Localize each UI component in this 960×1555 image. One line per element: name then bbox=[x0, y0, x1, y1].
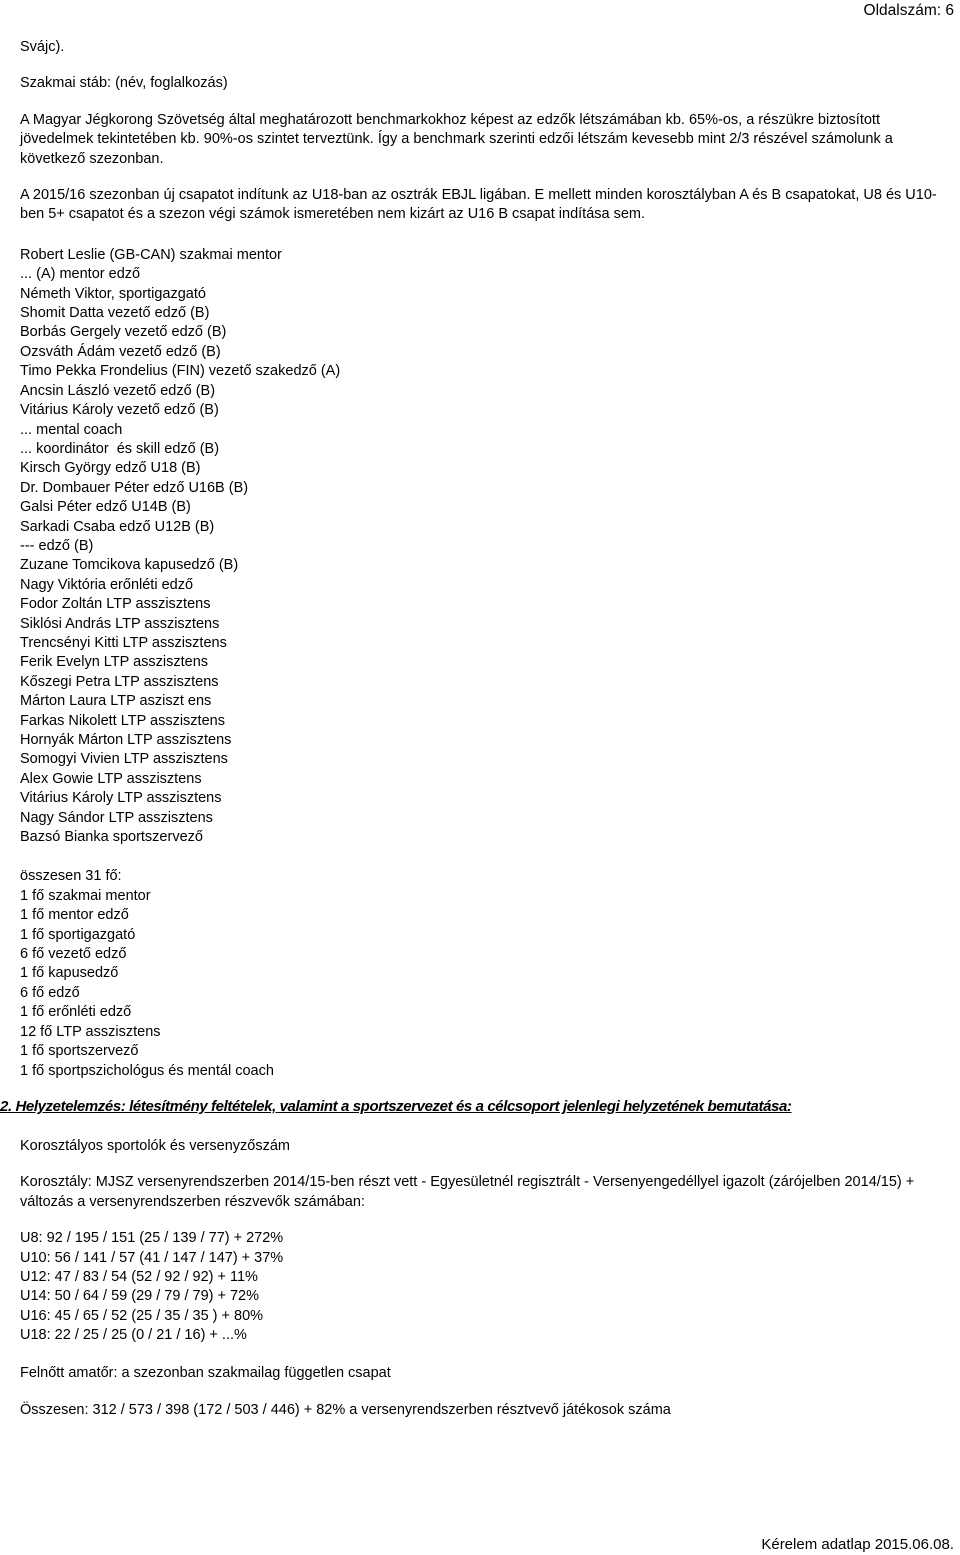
staff-list-item: Nagy Sándor LTP asszisztens bbox=[20, 809, 213, 826]
staff-list-item: Ozsváth Ádám vezető edző (B) bbox=[20, 343, 221, 360]
staff-list-item: Trencsényi Kitti LTP asszisztens bbox=[20, 634, 227, 651]
footer-label: Kérelem adatlap 2015.06.08. bbox=[761, 1536, 954, 1553]
staff-list-item: Hornyák Márton LTP asszisztens bbox=[20, 732, 232, 748]
staff-title: Szakmai stáb: (név, foglalkozás) bbox=[20, 75, 228, 92]
staff-list-item: Farkas Nikolett LTP asszisztens bbox=[20, 712, 225, 729]
staff-list-item: Nagy Viktória erőnléti edző bbox=[20, 576, 194, 593]
staff-list-item: Alex Gowie LTP asszisztens bbox=[20, 770, 202, 787]
age-group-item: U10: 56 / 141 / 57 (41 / 147 / 147) + 37% bbox=[20, 1249, 284, 1266]
summary-list-item: 1 fő sportszervező bbox=[20, 1043, 139, 1060]
staff-list bbox=[20, 246, 950, 848]
summary-list-item: 1 fő mentor edző bbox=[20, 907, 129, 924]
paragraph-benchmark: A Magyar Jégkorong Szövetség által meghatározott benchmarkokhoz képest az edzők létszámában kb. 65%-os, a részükre biztosított jövedelmek tekintetében kb. 90%-os szintet terveztünk. Így a benchmark szerinti edzői létszám kevesebb mint 2/3 részével számolunk a következő szezonban. bbox=[20, 111, 893, 167]
age-group-paragraph: Korosztály: MJSZ versenyrendszerben 2014/15-ben részt vett - Egyesületnél regisztrált - Versenyengedéllyel igazolt (zárójelben 2014/15) + változás a versenyrendszerben részvevők számában: bbox=[20, 1174, 915, 1210]
age-group-title: Korosztályos sportolók és versenyzőszám bbox=[20, 1137, 290, 1154]
staff-list-item: Ferik Evelyn LTP asszisztens bbox=[20, 654, 209, 671]
staff-list-item: Kőszegi Petra LTP asszisztens bbox=[20, 673, 219, 690]
summary-list-item: 6 fő vezető edző bbox=[20, 946, 127, 963]
summary-list-item: 12 fő LTP asszisztens bbox=[20, 1023, 161, 1040]
staff-list-item: Zuzane Tomcikova kapusedző (B) bbox=[20, 557, 239, 574]
adult-amateur: Felnőtt amatőr: a szezonban szakmailag független csapat bbox=[20, 1364, 391, 1381]
summary-list-item: 1 fő sportigazgató bbox=[20, 926, 136, 943]
summary-list-item: 1 fő sportpszichológus és mentál coach bbox=[20, 1062, 274, 1079]
staff-list-item: Somogyi Vivien LTP asszisztens bbox=[20, 751, 228, 768]
paragraph-new-team: A 2015/16 szezonban új csapatot indítunk az U18-ban az osztrák EBJL ligában. E mellett minden korosztályban A és B csapatokat, U8 és U10-ben 5+ csapatot és a szezon végi számok ismeretében nem kizárt az U16 B csapat indítása sem. bbox=[20, 187, 937, 223]
summary-list-item: összesen 31 fő: bbox=[20, 868, 122, 885]
staff-list-item: --- edző (B) bbox=[20, 537, 94, 554]
staff-list-item: Sarkadi Csaba edző U12B (B) bbox=[20, 518, 215, 535]
staff-list-item: Borbás Gergely vezető edző (B) bbox=[20, 324, 227, 341]
summary-list-item: 1 fő szakmai mentor bbox=[20, 887, 151, 904]
staff-list-item: Galsi Péter edző U14B (B) bbox=[20, 499, 191, 516]
staff-list-item: Márton Laura LTP asziszt ens bbox=[20, 693, 212, 710]
total-line: Összesen: 312 / 573 / 398 (172 / 503 / 446) + 82% a versenyrendszerben résztvevő játékosok száma bbox=[20, 1401, 671, 1418]
staff-list-item: Dr. Dombauer Péter edző U16B (B) bbox=[20, 479, 249, 496]
staff-list-item: Shomit Datta vezető edző (B) bbox=[20, 305, 210, 322]
staff-list-item: Vitárius Károly vezető edző (B) bbox=[20, 402, 219, 419]
age-group-item: U14: 50 / 64 / 59 (29 / 79 / 79) + 72% bbox=[20, 1288, 260, 1305]
staff-list-item: Ancsin László vezető edző (B) bbox=[20, 382, 216, 399]
section-heading: 2. Helyzetelemzés: létesítmény feltételek, valamint a sportszervezet és a célcsoport jelenlegi helyzetének bemutatása: bbox=[0, 1097, 792, 1115]
summary-list-item: 6 fő edző bbox=[20, 984, 80, 1001]
staff-list-item: ... koordinátor és skill edző (B) bbox=[20, 440, 220, 457]
document-body bbox=[0, 38, 950, 1420]
age-group-item: U12: 47 / 83 / 54 (52 / 92 / 92) + 11% bbox=[20, 1268, 258, 1285]
staff-list-item: Bazsó Bianka sportszervező bbox=[20, 829, 203, 846]
staff-list-item: Siklósi András LTP asszisztens bbox=[20, 615, 220, 632]
staff-list-item: Timo Pekka Frondelius (FIN) vezető szakedző (A) bbox=[20, 363, 341, 380]
summary-list bbox=[20, 867, 950, 1080]
age-group-item: U16: 45 / 65 / 52 (25 / 35 / 35 ) + 80% bbox=[20, 1307, 264, 1324]
page-number: Oldalszám: 6 bbox=[863, 2, 954, 19]
staff-list-item: Németh Viktor, sportigazgató bbox=[20, 285, 206, 302]
staff-list-item: Kirsch György edző U18 (B) bbox=[20, 460, 201, 477]
staff-list-item: ... (A) mentor edző bbox=[20, 266, 141, 283]
summary-list-item: 1 fő erőnléti edző bbox=[20, 1004, 132, 1021]
age-group-item: U18: 22 / 25 / 25 (0 / 21 / 16) + ...% bbox=[20, 1327, 247, 1344]
intro-fragment: Svájc). bbox=[20, 39, 65, 55]
staff-list-item: Vitárius Károly LTP asszisztens bbox=[20, 790, 222, 807]
age-group-list bbox=[20, 1229, 950, 1345]
staff-list-item: Robert Leslie (GB-CAN) szakmai mentor bbox=[20, 246, 282, 263]
staff-list-item: Fodor Zoltán LTP asszisztens bbox=[20, 596, 211, 613]
staff-list-item: ... mental coach bbox=[20, 421, 123, 438]
summary-list-item: 1 fő kapusedző bbox=[20, 965, 119, 982]
age-group-item: U8: 92 / 195 / 151 (25 / 139 / 77) + 272% bbox=[20, 1230, 284, 1247]
